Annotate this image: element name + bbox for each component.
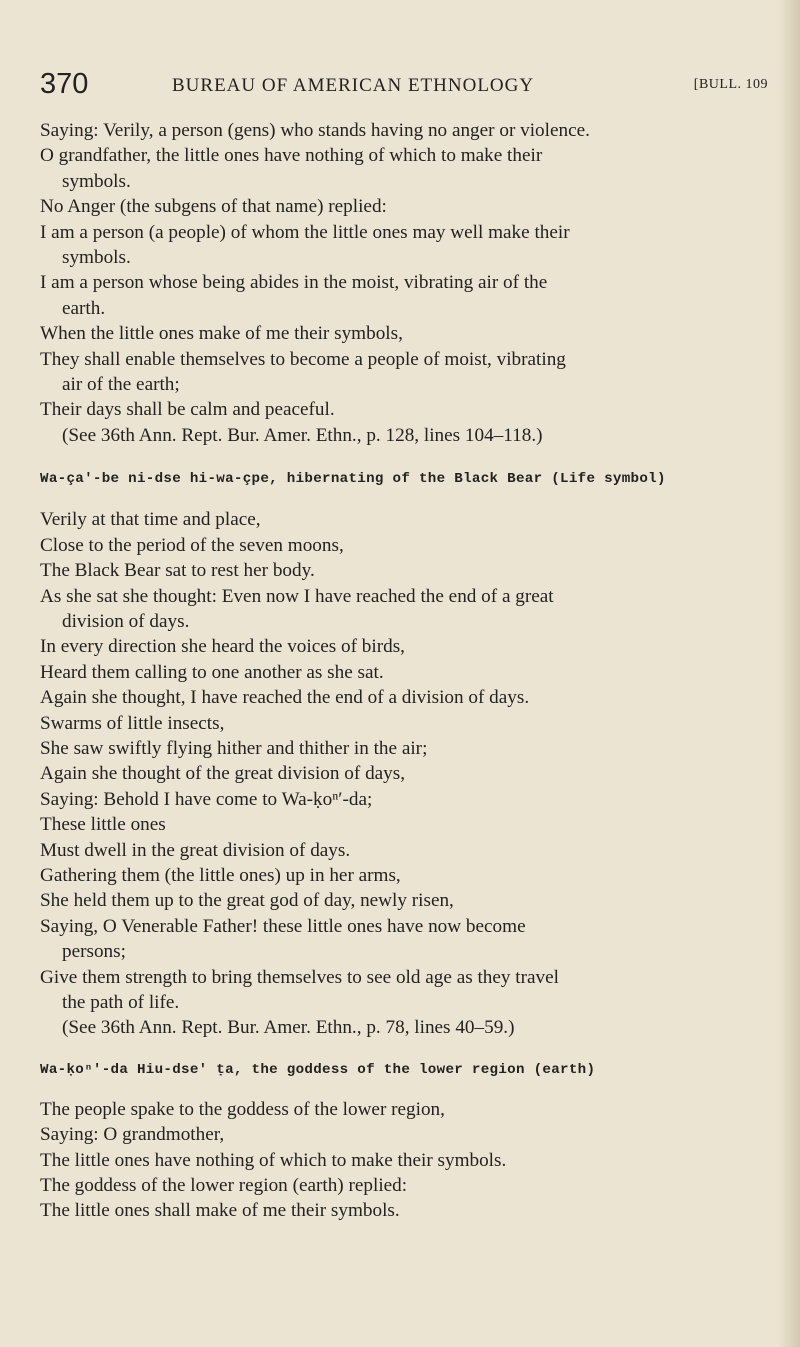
verse-line: No Anger (the subgens of that name) replied:: [40, 196, 387, 218]
running-title: BUREAU OF AMERICAN ETHNOLOGY: [172, 75, 535, 96]
verse-line: When the little ones make of me their symbols,: [40, 323, 403, 345]
verse-line: Give them strength to bring themselves to see old age as they travel: [40, 966, 559, 988]
verse-line: She saw swiftly flying hither and thither in the air;: [40, 737, 428, 759]
verse-line: Close to the period of the seven moons,: [40, 534, 344, 556]
verse-line: division of days.: [62, 610, 190, 632]
verse-line: Gathering them (the little ones) up in her arms,: [40, 864, 401, 886]
verse-line: Again she thought of the great division of days,: [40, 763, 406, 785]
verse-line: The Black Bear sat to rest her body.: [40, 560, 315, 582]
bulletin-reference: [BULL. 109: [693, 77, 768, 92]
verse-line: The little ones shall make of me their symbols.: [40, 1200, 400, 1222]
verse-line: Saying, O Venerable Father! these little ones have now become: [40, 915, 526, 937]
verse-line: Must dwell in the great division of days.: [40, 839, 351, 861]
verse-line: earth.: [62, 297, 106, 319]
verse-line: Swarms of little insects,: [40, 712, 225, 734]
citation: (See 36th Ann. Rept. Bur. Amer. Ethn., p. 78, lines 40–59.): [62, 1017, 515, 1039]
running-head: [40, 68, 768, 108]
verse-line: I am a person (a people) of whom the little ones may well make their: [40, 221, 570, 243]
section-heading-goddess: Wa-ḳoⁿ′-da Hiu-dse′ ṭa, the goddess of the lower region (earth): [40, 1061, 596, 1078]
verse-line: symbols.: [62, 170, 131, 192]
verse-line: Again she thought, I have reached the end of a division of days.: [40, 687, 530, 709]
verse-line: O grandfather, the little ones have nothing of which to make their: [40, 145, 543, 167]
verse-line: The little ones have nothing of which to make their symbols.: [40, 1149, 507, 1171]
verse-line: The goddess of the lower region (earth) replied:: [40, 1175, 408, 1197]
verse-line: Saying: Verily, a person (gens) who stands having no anger or violence.: [40, 120, 590, 141]
verse-line: persons;: [62, 941, 126, 963]
verse-line: Their days shall be calm and peaceful.: [40, 399, 335, 421]
verse-section-3: [40, 1097, 768, 1224]
page-edge-shadow: [778, 0, 800, 1347]
page-number: 370: [40, 68, 89, 100]
verse-line: They shall enable themselves to become a people of moist, vibrating: [40, 348, 566, 370]
verse-line: air of the earth;: [62, 374, 180, 396]
verse-line: Saying: O grandmother,: [40, 1124, 225, 1146]
verse-line: symbols.: [62, 247, 131, 269]
verse-line: I am a person whose being abides in the moist, vibrating air of the: [40, 272, 548, 294]
verse-section-1: [40, 118, 768, 448]
verse-line: The people spake to the goddess of the lower region,: [40, 1098, 445, 1120]
verse-line: These little ones: [40, 814, 166, 836]
book-page: [40, 68, 768, 1224]
section-heading-black-bear: Wa-ça′-be ni-dse hi-wa-çpe, hibernating of the Black Bear (Life symbol): [40, 471, 666, 488]
verse-line: She held them up to the great god of day, newly risen,: [40, 890, 454, 912]
verse-line: Heard them calling to one another as she sat.: [40, 661, 384, 683]
verse-line: In every direction she heard the voices of birds,: [40, 636, 405, 658]
citation: (See 36th Ann. Rept. Bur. Amer. Ethn., p. 128, lines 104–118.): [62, 424, 543, 446]
verse-line: Saying: Behold I have come to Wa-ḳoⁿ′-da;: [40, 788, 373, 810]
verse-line: the path of life.: [62, 992, 180, 1013]
verse-line: As she sat she thought: Even now I have reached the end of a great: [40, 585, 554, 607]
verse-line: Verily at that time and place,: [40, 509, 261, 531]
verse-section-2: [40, 507, 768, 1041]
